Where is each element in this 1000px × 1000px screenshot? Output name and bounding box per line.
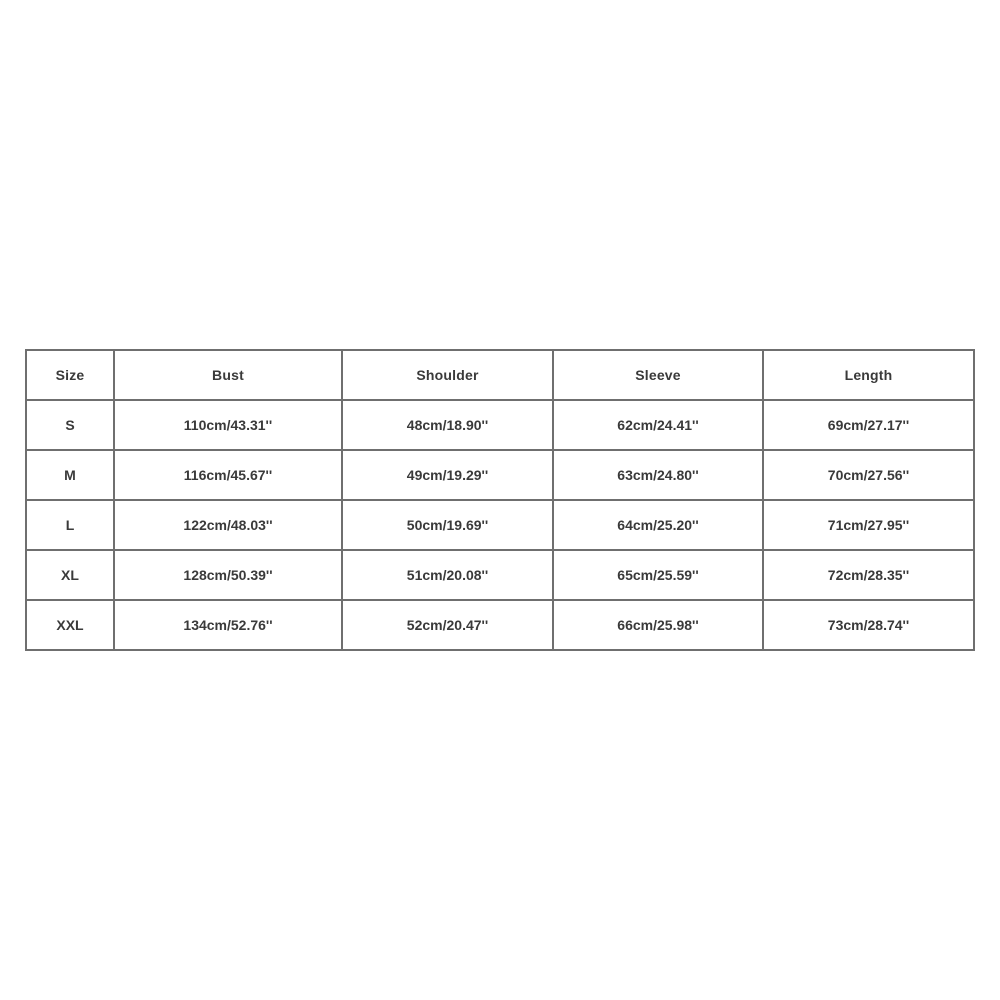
table-header-row bbox=[26, 350, 974, 400]
cell-sleeve: 64cm/25.20'' bbox=[553, 500, 763, 550]
cell-length: 70cm/27.56'' bbox=[763, 450, 974, 500]
table-row bbox=[26, 550, 974, 600]
header-bust: Bust bbox=[114, 350, 342, 400]
cell-shoulder: 52cm/20.47'' bbox=[342, 600, 553, 650]
table-row bbox=[26, 500, 974, 550]
cell-bust: 110cm/43.31'' bbox=[114, 400, 342, 450]
size-chart-table bbox=[25, 349, 975, 651]
cell-sleeve: 63cm/24.80'' bbox=[553, 450, 763, 500]
header-shoulder: Shoulder bbox=[342, 350, 553, 400]
cell-length: 72cm/28.35'' bbox=[763, 550, 974, 600]
cell-bust: 116cm/45.67'' bbox=[114, 450, 342, 500]
cell-size: XL bbox=[26, 550, 114, 600]
cell-shoulder: 49cm/19.29'' bbox=[342, 450, 553, 500]
cell-sleeve: 66cm/25.98'' bbox=[553, 600, 763, 650]
table-row bbox=[26, 400, 974, 450]
table-row bbox=[26, 600, 974, 650]
header-length: Length bbox=[763, 350, 974, 400]
cell-shoulder: 48cm/18.90'' bbox=[342, 400, 553, 450]
cell-length: 73cm/28.74'' bbox=[763, 600, 974, 650]
cell-length: 69cm/27.17'' bbox=[763, 400, 974, 450]
cell-shoulder: 51cm/20.08'' bbox=[342, 550, 553, 600]
cell-size: L bbox=[26, 500, 114, 550]
header-size: Size bbox=[26, 350, 114, 400]
table-row bbox=[26, 450, 974, 500]
cell-sleeve: 65cm/25.59'' bbox=[553, 550, 763, 600]
header-sleeve: Sleeve bbox=[553, 350, 763, 400]
cell-bust: 128cm/50.39'' bbox=[114, 550, 342, 600]
cell-bust: 122cm/48.03'' bbox=[114, 500, 342, 550]
cell-size: M bbox=[26, 450, 114, 500]
cell-sleeve: 62cm/24.41'' bbox=[553, 400, 763, 450]
cell-length: 71cm/27.95'' bbox=[763, 500, 974, 550]
cell-size: XXL bbox=[26, 600, 114, 650]
cell-size: S bbox=[26, 400, 114, 450]
cell-bust: 134cm/52.76'' bbox=[114, 600, 342, 650]
cell-shoulder: 50cm/19.69'' bbox=[342, 500, 553, 550]
